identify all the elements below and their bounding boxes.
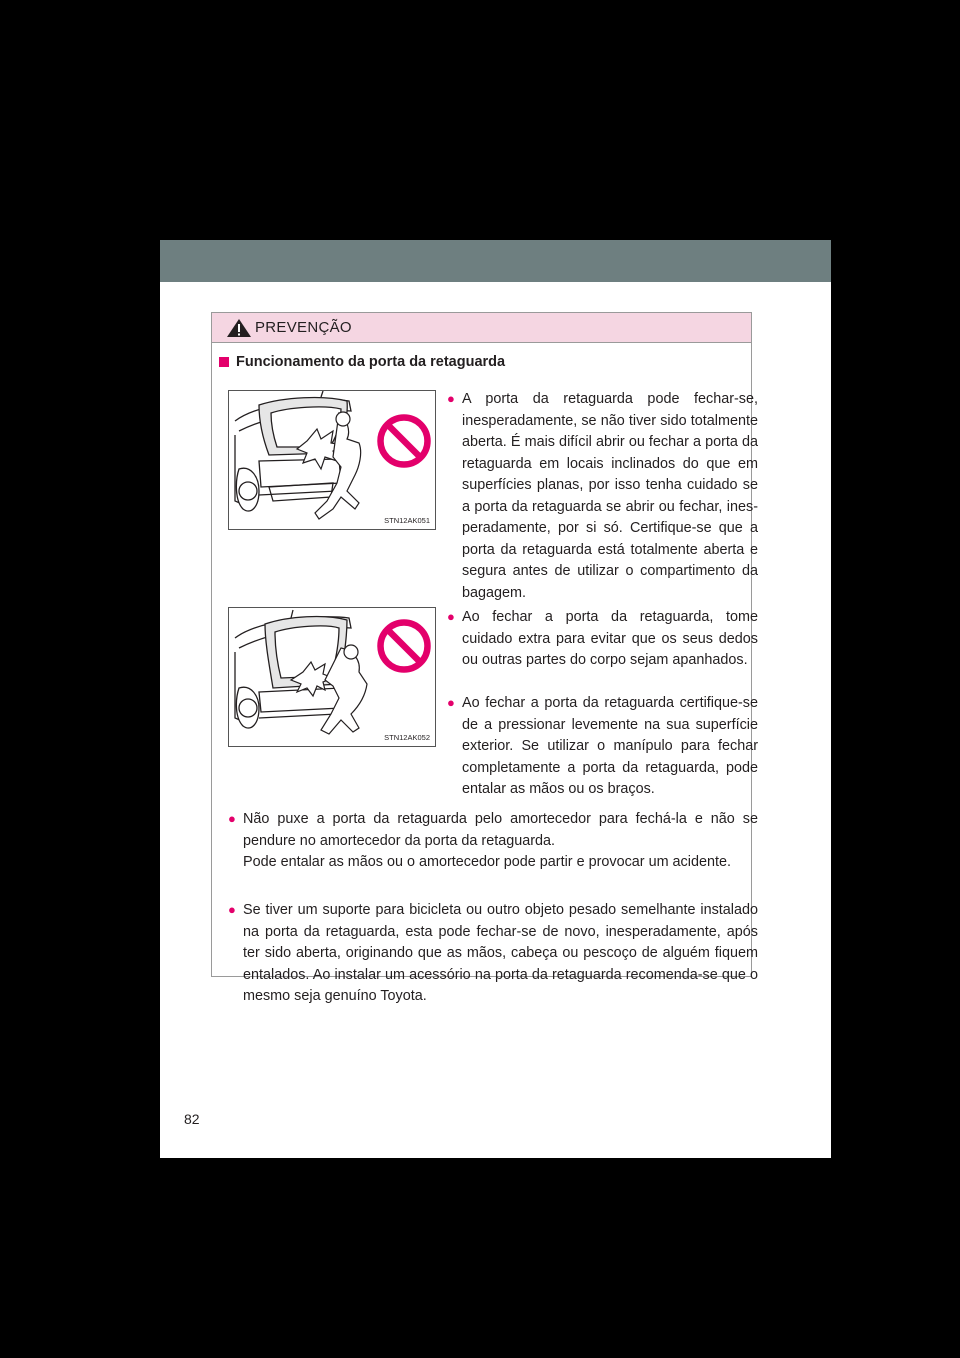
header-bar — [160, 240, 831, 282]
section-square-icon — [219, 357, 229, 367]
warning-triangle-icon — [225, 318, 253, 338]
bullet-item: ● Não puxe a porta da retaguarda pelo amortecedor para fechá-la e não se pendure no amortecedor da porta da retaguarda. Pode entalar as mãos ou o amortecedor pode partir e provocar um acidente. — [228, 808, 758, 874]
section-title: Funcionamento da porta da retaguarda — [236, 354, 506, 370]
section-heading — [219, 354, 505, 370]
bullet-dot-icon: ● — [447, 695, 455, 710]
figure-2 — [228, 607, 436, 747]
warning-header — [212, 313, 751, 343]
bullet-continuation: Pode entalar as mãos ou o amortecedor pode partir e provocar um acidente. — [243, 854, 731, 870]
prohibition-icon — [375, 412, 433, 470]
figure-code: STN12AK052 — [384, 733, 430, 742]
bullet-item: ● A porta da retaguarda pode fechar-se, inesperadamente, se não tiver sido totalmente aberta. É mais difícil abrir ou fechar a porta da retaguarda em locais inclinados do que em superfícies planas, por isso tenha cuidado se a porta da retaguarda se abrir ou fechar, inesperadamente, por si só. Certifique-se que a porta da retaguarda está totalmente aberta e segura antes de utilizar o compartimento da bagagem. — [447, 388, 758, 604]
figure-code: STN12AK051 — [384, 516, 430, 525]
warning-title: PREVENÇÃO — [255, 319, 352, 336]
bullet-dot-icon: ● — [228, 811, 236, 826]
figure-1 — [228, 390, 436, 530]
bullet-item: ● Ao fechar a porta da retaguarda, tome cuidado extra para evitar que os seus dedos ou outras partes do corpo sejam apanhados. — [447, 606, 758, 672]
bullet-dot-icon: ● — [447, 609, 455, 624]
prohibition-icon — [375, 617, 433, 675]
bullet-dot-icon: ● — [447, 391, 455, 406]
bullet-item: ● Ao fechar a porta da retaguarda certifique-se de a pressionar levemente na sua superfície exterior. Se utilizar o manípulo para fechar completamente a porta da retaguarda, pode entalar as mãos ou os braços. — [447, 692, 758, 801]
bullet-dot-icon: ● — [228, 902, 236, 917]
warning-box — [211, 312, 758, 1004]
bullet-item: ● Se tiver um suporte para bicicleta ou outro objeto pesado semelhante instalado na porta da retaguarda, esta pode fechar-se de novo, inesperadamente, após ter sido aberta, originando que as mãos, cabeça ou pescoço de alguém fiquem entalados. Ao instalar um acessório na porta da retaguarda recomenda-se que o mesmo seja genuíno Toyota. — [228, 899, 758, 1008]
page-number: 82 — [184, 1111, 200, 1127]
manual-page — [160, 240, 831, 1158]
